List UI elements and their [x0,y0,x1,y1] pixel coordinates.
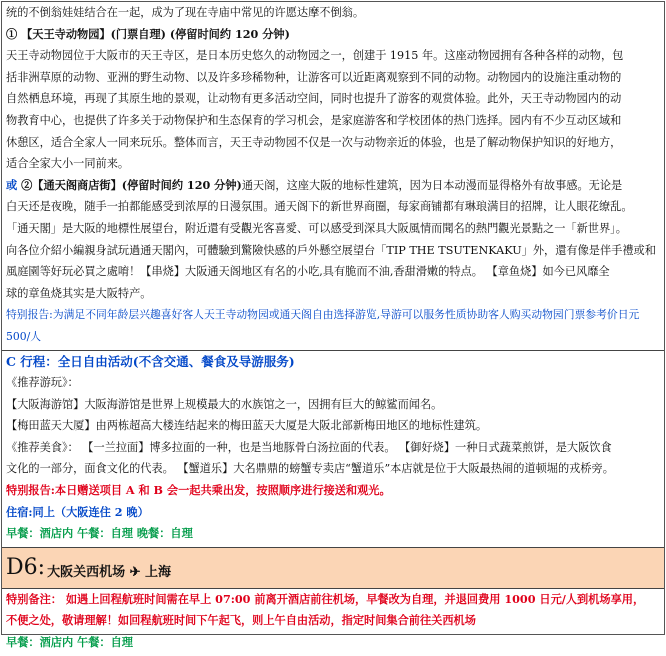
or-label: 或 [6,177,18,192]
day6-code: D6: [6,555,46,581]
option2-title: ②【通天阁商店街】(停留时间约 120 分钟) [17,177,242,192]
option1-title: ① 【天王寺动物园】(门票自理) (停留时间约 120 分钟) [6,26,290,41]
option1-line: 天王寺动物园位于大阪市的天王寺区，是日本历史悠久的动物园之一，创建于 1915 年。这座动物园拥有各种各样的动物，包 [6,49,624,63]
route-to: 上海 [145,564,172,580]
option1-line: 适合全家大小一同前来。 [6,157,130,171]
option2-line: 白天还是夜晚，随手一拍都能感受到浓厚的日漫氛围。通天阁下的新世界商圈，每家商铺都有琳琅满目的招牌，让人眼花缭乱。 [6,200,633,214]
option1-line: 休憩区，适合全家人一同来玩乐。整体而言，天王寺动物园不仅是一次与动物亲近的体验，也是了解动物保护知识的好地方， [6,135,622,149]
day5-options-section [2,2,664,351]
option2-line: 風庭園等好玩必買之處唷！【串烧】大阪通天阁地区有名的小吃,具有脆而不油,香甜滑嫩的特点。 【章鱼烧】如今已风靡全 [6,265,610,279]
play-item: 【梅田蓝天大厦】由两栋超高大楼连结起来的梅田蓝天大厦是大阪北部新梅田地区的地标性建筑。 [6,419,488,433]
day6-banner [2,548,664,589]
route-from: 大阪关西机场 [47,564,126,580]
special-report-2: 特别报告:本日赠送项目 A 和 B 会一起共乘出发，按照顺序进行接送和观光。 [6,483,391,498]
option2-line: 球的章鱼烧其实是大阪特产。 [6,286,152,300]
day6-notice: 不便之处，敬请理解！如回程航班时间下午起飞，则上午自由活动，指定时间集合前往关西机场 [6,613,476,628]
option1-line: 括非洲草原的动物、亚洲的野生动物、以及许多珍稀物种，让游客可以近距离观察到不同的动物。动物园内的设施注重动物的 [6,70,622,84]
option1-description [6,45,660,175]
option2-line: 向各位介紹小編親身試玩過通天閣內，可體驗到驚險快感的戶外懸空展望台「TIP THE TSUTENKAKU」外，還有像是伴手禮或和 [6,243,656,257]
day-c-meals: 早餐：酒店内 午餐：自理 晚餐：自理 [6,526,193,541]
itinerary-page [1,1,665,650]
option2-first-line-text: 通天阁，这座大阪的地标性建筑，因为日本动漫而显得格外有故事感。无论是 [241,178,623,192]
airplane-icon: ✈ [129,564,141,580]
hotel-info: 住宿:同上（大阪连住 2 晚） [6,504,149,519]
option1-line: 自然栖息环境，再现了其原生地的景观，让动物有更多活动空间，同时也提升了游客的观赏体验。此外，天王寺动物园内的动 [6,92,622,106]
day6-meals: 早餐：酒店内 午餐：自理 [6,635,133,650]
day6-details [2,589,664,656]
day-c-section [2,351,664,548]
day6-notice: 特别备注： 如遇上回程航班时间需在早上 07:00 前离开酒店前往机场，早餐改为自理，并退回费用 1000 日元/人到机场享用， [6,591,645,606]
day-c-title: C 行程：全日自由活动(不含交通、餐食及导游服务) [6,353,295,369]
food-line: 《推荐美食》： 【一兰拉面】博多拉面的一种，也是当地豚骨白汤拉面的代表。 【御好烧】一种日式蔬菜煎饼，是大阪饮食 [6,440,612,454]
intro-line: 统的不倒翁娃娃结合在一起，成为了现在寺庙中常见的许愿达摩不倒翁。 [6,6,365,19]
day6-route [47,561,171,580]
option1-line: 物教育中心，也提供了许多关于动物保护和生态保育的学习机会，是家庭游客和学校团体的热门选择。园内有不少互动区域和 [6,113,622,127]
food-line: 文化的一部分，面食文化的代表。 【蟹道乐】大名鼎鼎的螃蟹专卖店“蟹道乐”本店就是位于大阪最热闹的道顿堀的戎桥旁。 [6,462,614,476]
option2-line: 「通天閣」是大阪的地標性展望台，附近還有受觀光客喜愛、可以感受到深具大阪風情而聞名的熱門觀光景點之一「新世界」。 [6,221,627,235]
option2-description [6,196,660,304]
recommended-play-label: 《推荐游玩》： [6,376,79,390]
special-report-1: 特别报告:为满足不同年龄层兴趣喜好客人天王寺动物园或通天阁自由选择游览,导游可以服务性质协助客人购买动物园门票参考价日元 500/人 [6,308,640,343]
option2-first-line [6,175,660,197]
play-item: 【大阪海游馆】大阪海游馆是世界上规模最大的水族馆之一，因拥有巨大的鲸鲨而闻名。 [6,397,443,411]
